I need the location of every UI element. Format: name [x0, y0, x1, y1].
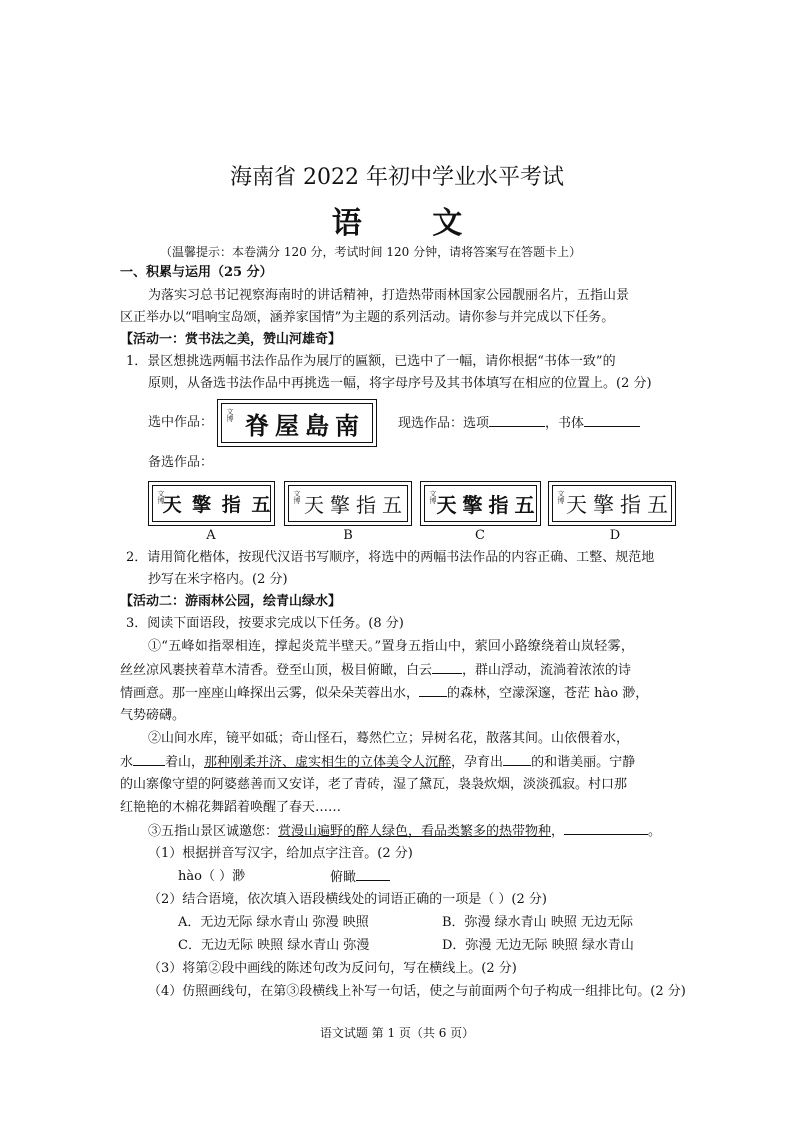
- blank[interactable]: [419, 682, 447, 697]
- passage-line: 的山寨像守望的阿婆慈善而又安详，老了青砖，湿了黛瓦，袅袅炊烟，淡淡孤寂。村口那: [120, 777, 628, 792]
- calligraphy-text: 天擎指五: [436, 493, 541, 517]
- passage-line: ②山间水库，镜平如砥；奇山怪石，蓦然伫立；异树名花，散落其间。山依偎着水，: [148, 731, 630, 746]
- passage-text: ，孕育出: [451, 755, 504, 770]
- calligraphy-text: 天 擎 指 五: [162, 494, 273, 516]
- selected-calligraphy: [217, 399, 377, 447]
- underlined-sentence: 那种刚柔并济、虚实相生的立体美令人沉醉: [204, 755, 452, 770]
- option-c: C．无边无际 映照 绿水青山 弥漫: [178, 938, 370, 953]
- option-blank[interactable]: [489, 412, 545, 427]
- word: 俯瞰: [330, 870, 357, 885]
- activity-heading: 【活动二：游雨林公园，绘青山绿水】: [120, 594, 342, 609]
- page-footer: 语文试题 第 1 页（共 6 页）: [319, 1026, 475, 1040]
- passage-text: ③五指山景区诚邀您：: [148, 824, 279, 839]
- passage-text: 的和谐美丽。宁静: [531, 755, 636, 770]
- pinyin-item: [330, 866, 390, 889]
- seal-stamp: 文博: [226, 408, 234, 422]
- sub-question: （2）结合语境，依次填入语段横线处的词语正确的一项是（ ）(2 分): [148, 892, 547, 907]
- intro-line: 区正举办以“唱响宝岛颂，涵养家国情”为主题的系列活动。请你参与并完成以下任务。: [120, 310, 615, 325]
- passage-text: 。: [648, 824, 662, 839]
- candidate-label: A: [206, 528, 216, 543]
- passage-text: 的森林，空濛深邃，苍茫 hào 渺，: [447, 686, 649, 701]
- sub-question: （1）根据拼音写汉字，给加点字注音。(2 分): [148, 846, 413, 861]
- underlined-sentence: 赏漫山遍野的醉人绿色，看品类繁多的热带物种: [278, 824, 552, 839]
- seal-stamp: 文博: [557, 490, 565, 504]
- now-label: 现选作品：选项: [398, 416, 490, 431]
- passage-line: 气势磅礴。: [120, 708, 186, 723]
- passage-line: [120, 751, 635, 774]
- candidates-label: 备选作品：: [148, 455, 214, 470]
- passage-text: 丝丝凉风裹挟着草木清香。登至山顶，极目俯瞰，白云: [120, 663, 433, 678]
- subject-title: 语 文: [331, 206, 493, 241]
- blank[interactable]: [432, 659, 462, 674]
- candidate-label: C: [475, 528, 485, 543]
- candidate-label: D: [609, 528, 621, 543]
- seal-stamp: 文博: [293, 490, 301, 504]
- candidate-label: B: [343, 528, 353, 543]
- passage-line: 红艳艳的木棉花舞蹈着唤醒了春天……: [120, 800, 342, 815]
- calligraphy-text: 天擎指五: [566, 492, 674, 517]
- sub-question: （3）将第②段中画线的陈述句改为反问句，写在横线上。(2 分): [148, 961, 517, 976]
- now-selected: [398, 412, 640, 435]
- blank[interactable]: [564, 820, 648, 835]
- calligraphy-text: 脊屋島南: [245, 411, 365, 440]
- passage-text: ，: [551, 824, 565, 839]
- passage-text: 水: [120, 755, 134, 770]
- calligraphy-text: 天擎指五: [304, 493, 408, 517]
- blank[interactable]: [356, 866, 390, 881]
- question-2-cont: 抄写在米字格内。(2 分): [148, 572, 288, 587]
- question-1-cont: 原则，从备选书法作品中再挑选一幅，将字母序号及其书体填写在相应的位置上。(2 分): [148, 376, 652, 391]
- option-a: A．无边无际 绿水青山 弥漫 映照: [178, 915, 369, 930]
- candidate-a: [148, 481, 275, 526]
- passage-text: 着山，: [165, 755, 205, 770]
- passage-line: [148, 820, 661, 843]
- passage-text: ，群山浮动，流淌着浓浓的诗: [462, 663, 632, 678]
- section-heading: 一、积累与运用（25 分）: [120, 265, 273, 280]
- candidate-d: [548, 481, 676, 526]
- exam-title: 海南省 2022 年初中学业水平考试: [230, 165, 564, 190]
- question-1: 1．景区想挑选两幅书法作品作为展厅的匾额，已选中了一幅，请你根据“书体一致”的: [126, 354, 616, 369]
- exam-tip: （温馨提示：本卷满分 120 分，考试时间 120 分钟，请将答案写在答题卡上）: [160, 245, 582, 259]
- option-b: B．弥漫 绿水青山 映照 无边无际: [442, 915, 633, 930]
- passage-line: ①“五峰如指翠相连，撑起炎荒半壁天。”置身五指山中，萦回小路缭绕着山岚轻雾，: [148, 639, 635, 654]
- seal-stamp: 文博: [429, 490, 437, 504]
- sub-question: （4）仿照画线句，在第③段横线上补写一句话，使之与前面两个句子构成一组排比句。(2 分): [148, 984, 686, 999]
- passage-text: 情画意。那一座座山峰探出云雾，似朵朵芙蓉出水，: [120, 686, 420, 701]
- font-label: ，书体: [545, 416, 585, 431]
- font-blank[interactable]: [584, 412, 640, 427]
- blank[interactable]: [503, 751, 531, 766]
- candidate-b: [284, 481, 412, 526]
- passage-line: [120, 659, 631, 682]
- option-d: D．弥漫 无边无际 映照 绿水青山: [442, 938, 634, 953]
- selected-label: 选中作品：: [148, 415, 214, 430]
- blank[interactable]: [133, 751, 165, 766]
- question-2: 2．请用简化楷体，按现代汉语书写顺序，将选中的两幅书法作品的内容正确、工整、规范地: [126, 550, 655, 565]
- question-3: 3．阅读下面语段，按要求完成以下任务。(8 分): [126, 616, 404, 631]
- candidate-c: [420, 481, 541, 526]
- activity-heading: 【活动一：赏书法之美，赞山河雄奇】: [120, 332, 342, 347]
- intro-line: 为落实习总书记视察海南时的讲话精神，打造热带雨林国家公园靓丽名片，五指山景: [148, 288, 630, 303]
- passage-line: [120, 682, 648, 705]
- seal-stamp: 文博: [157, 490, 165, 504]
- pinyin-item: hào（ ）渺: [178, 869, 246, 884]
